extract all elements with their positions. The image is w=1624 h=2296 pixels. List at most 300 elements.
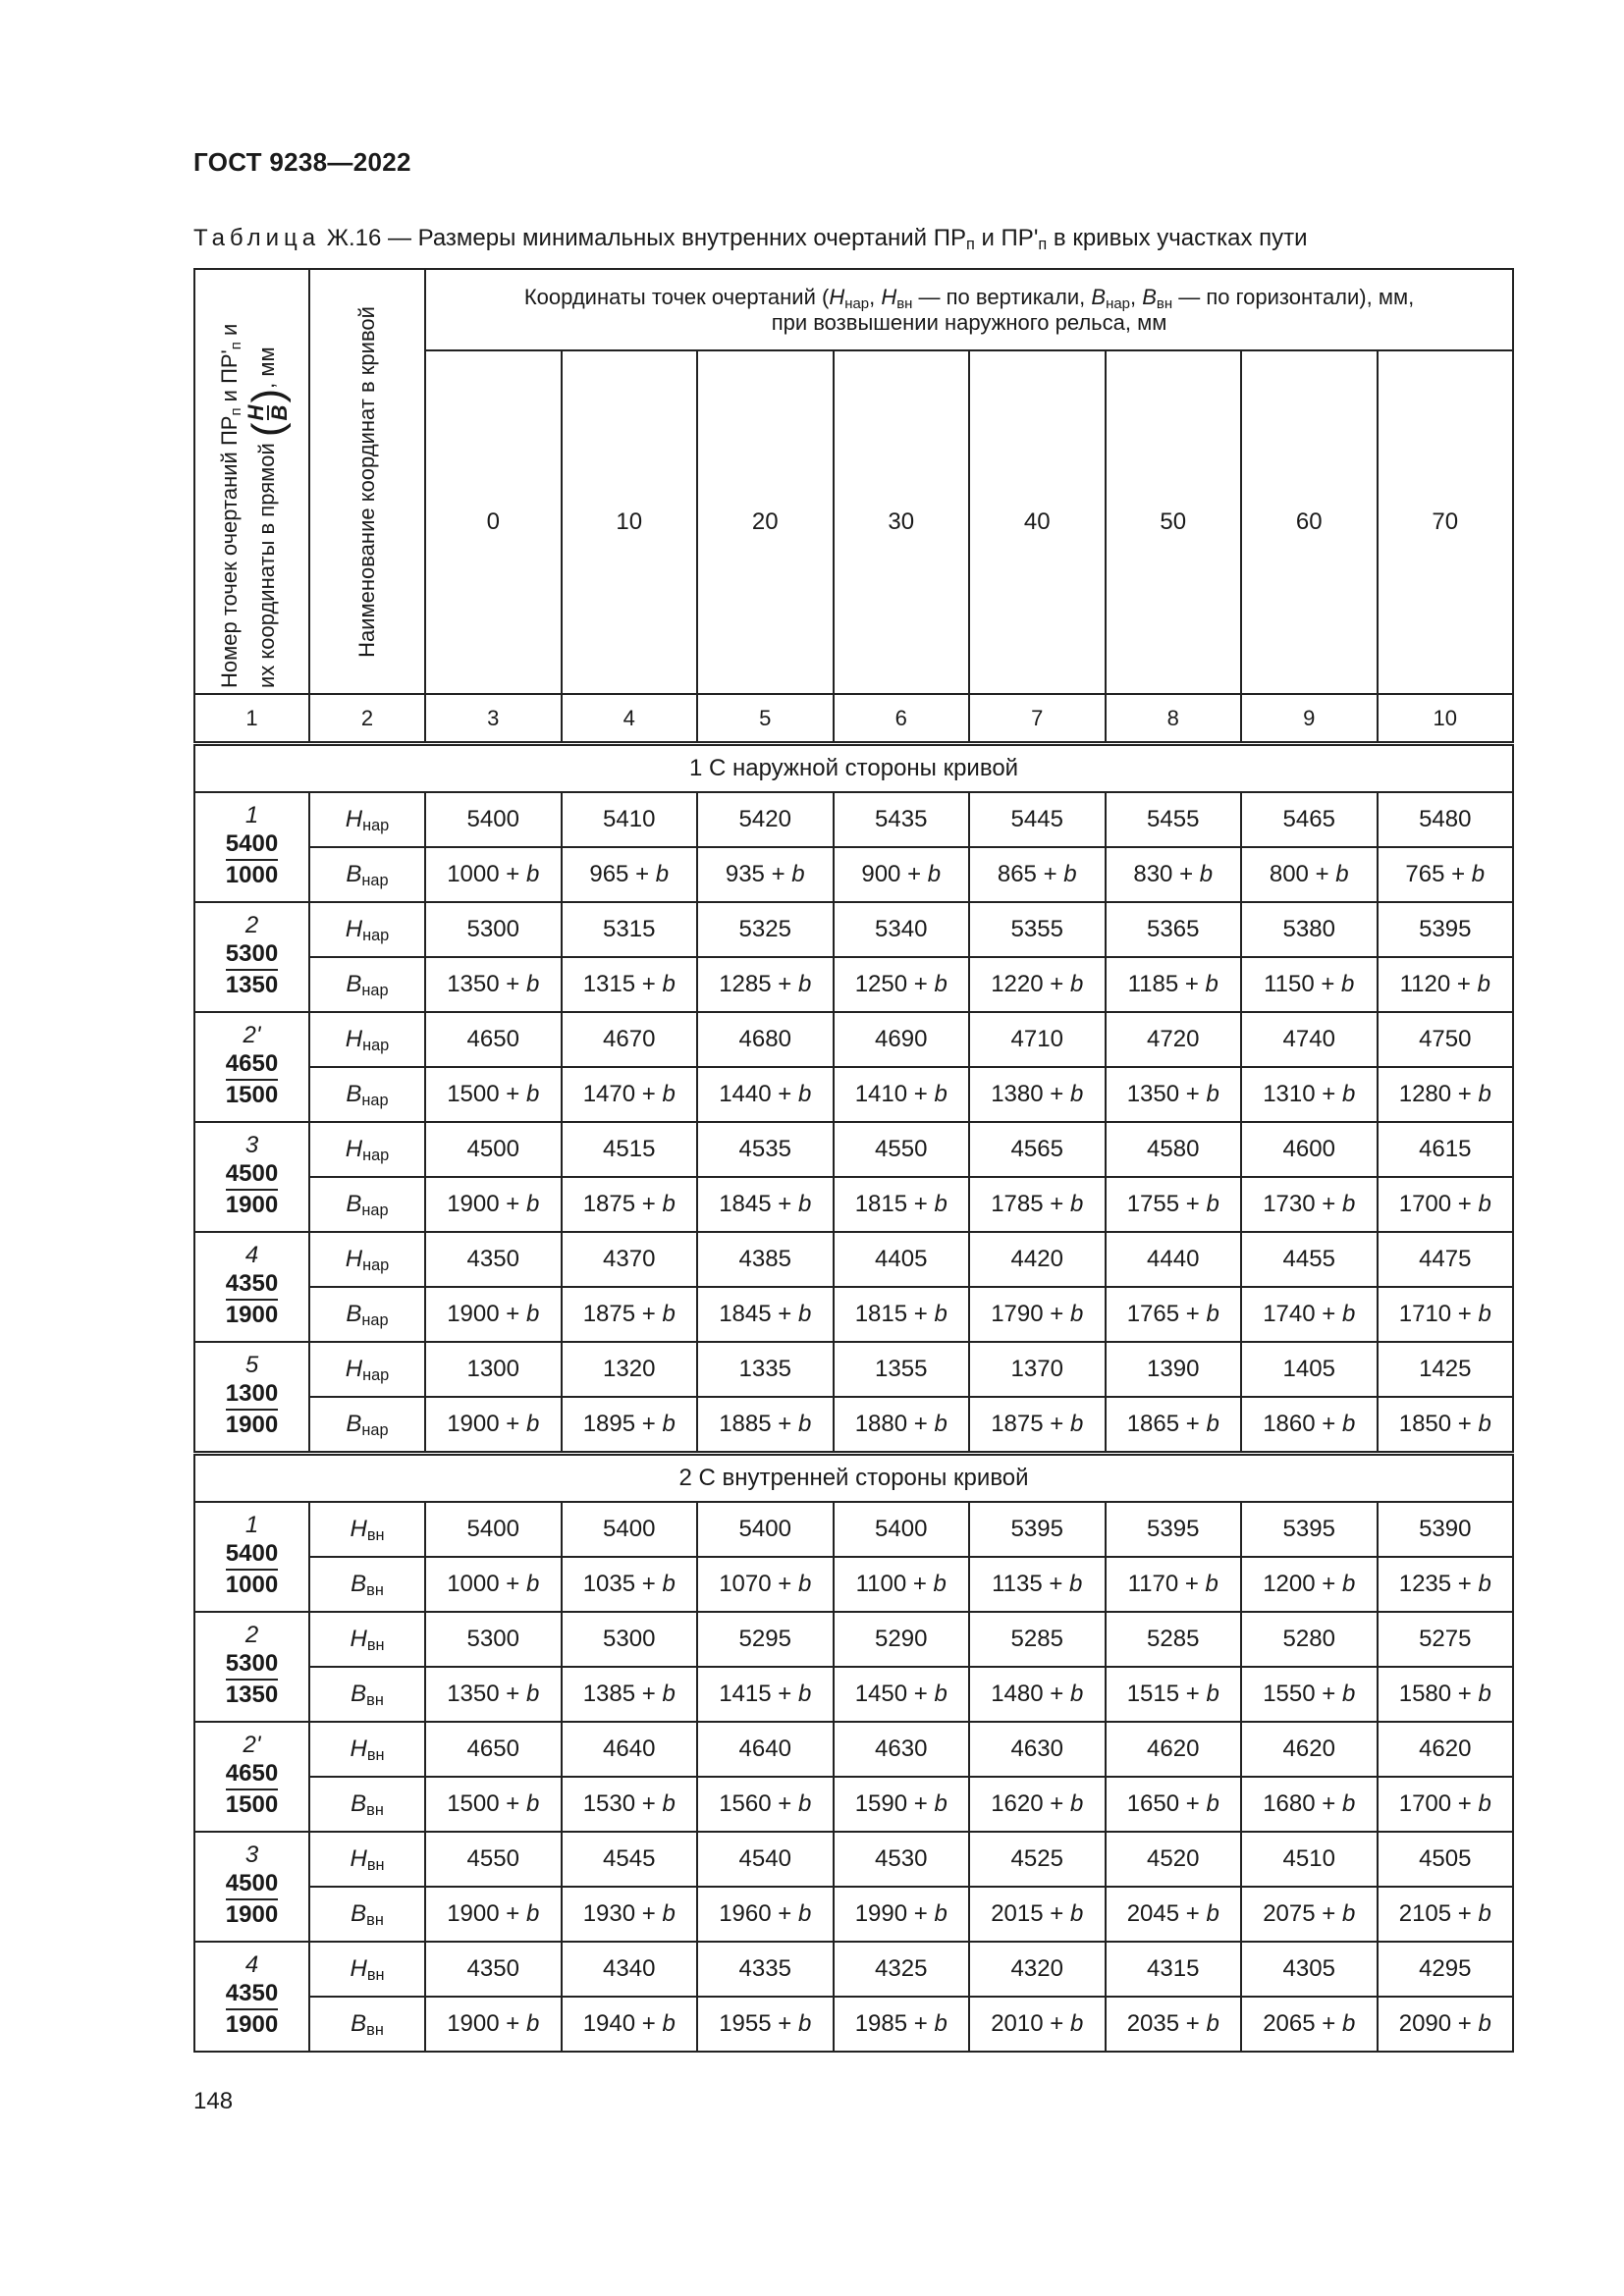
h-value: 5300	[562, 1612, 698, 1667]
b-value: 1315 + b	[562, 957, 698, 1012]
h-value: 4405	[834, 1232, 970, 1287]
elevation-header: 30	[834, 350, 970, 694]
table-row	[194, 1887, 1513, 1942]
page-number: 148	[193, 2088, 234, 2114]
point-h: 4350	[226, 1269, 278, 1301]
h-value: 5395	[1378, 902, 1514, 957]
column-number: 2	[309, 694, 425, 744]
b-value: 830 + b	[1106, 847, 1242, 902]
h-value: 4335	[697, 1942, 834, 1997]
b-value: 1415 + b	[697, 1667, 834, 1722]
table-row	[194, 957, 1513, 1012]
coord-name-h: $H_{нар}$	[309, 792, 425, 847]
b-value: 1740 + b	[1241, 1287, 1378, 1342]
b-value: 2045 + b	[1106, 1887, 1242, 1942]
table-row	[194, 1722, 1513, 1777]
point-cell	[194, 1722, 309, 1832]
point-h: 1300	[226, 1379, 278, 1411]
b-value: 1730 + b	[1241, 1177, 1378, 1232]
b-value: 1620 + b	[969, 1777, 1106, 1832]
point-number: 4	[244, 1951, 259, 1978]
b-value: 2075 + b	[1241, 1887, 1378, 1942]
table-row	[194, 1177, 1513, 1232]
point-number: 3	[244, 1132, 259, 1158]
h-value: 4740	[1241, 1012, 1378, 1067]
b-value: 1580 + b	[1378, 1667, 1514, 1722]
h-value: 4540	[697, 1832, 834, 1887]
coord-name-h: $H_{нар}$	[309, 1122, 425, 1177]
b-value: 1940 + b	[562, 1997, 698, 2052]
table-row	[194, 1777, 1513, 1832]
b-value: 2035 + b	[1106, 1997, 1242, 2052]
point-h: 5300	[226, 1649, 278, 1681]
table-row	[194, 1557, 1513, 1612]
b-value: 1590 + b	[834, 1777, 970, 1832]
coord-name-h: $H_{вн}$	[309, 1722, 425, 1777]
h-value: 4565	[969, 1122, 1106, 1177]
b-value: 935 + b	[697, 847, 834, 902]
b-value: 1755 + b	[1106, 1177, 1242, 1232]
document-header: ГОСТ 9238—2022	[193, 147, 411, 177]
b-value: 1220 + b	[969, 957, 1106, 1012]
point-h: 5400	[226, 1539, 278, 1571]
b-value: 1900 + b	[425, 1997, 562, 2052]
b-value: 1680 + b	[1241, 1777, 1378, 1832]
b-value: 1875 + b	[562, 1177, 698, 1232]
h-value: 5400	[562, 1502, 698, 1557]
h-value: 4325	[834, 1942, 970, 1997]
section-row	[194, 1454, 1513, 1503]
h-value: 4305	[1241, 1942, 1378, 1997]
h-value: 5315	[562, 902, 698, 957]
b-value: 1250 + b	[834, 957, 970, 1012]
point-cell	[194, 1342, 309, 1454]
h-value: 5395	[969, 1502, 1106, 1557]
b-value: 1900 + b	[425, 1177, 562, 1232]
elevation-header: 10	[562, 350, 698, 694]
point-number: 3	[244, 1842, 259, 1868]
b-value: 865 + b	[969, 847, 1106, 902]
b-value: 1900 + b	[425, 1887, 562, 1942]
table-row	[194, 1397, 1513, 1454]
table-row	[194, 1342, 1513, 1397]
h-value: 4750	[1378, 1012, 1514, 1067]
column-number: 8	[1106, 694, 1242, 744]
caption-sub: п	[1038, 236, 1048, 253]
section-title: 2 С внутренней стороны кривой	[194, 1454, 1513, 1503]
h-value: 4640	[562, 1722, 698, 1777]
h-value: 4475	[1378, 1232, 1514, 1287]
point-b: 1900	[225, 1901, 279, 1928]
h-value: 4350	[425, 1942, 562, 1997]
b-value: 1845 + b	[697, 1287, 834, 1342]
coord-name-b: $B_{вн}$	[309, 1557, 425, 1612]
coord-name-h: $H_{нар}$	[309, 1232, 425, 1287]
b-value: 1560 + b	[697, 1777, 834, 1832]
b-value: 1900 + b	[425, 1287, 562, 1342]
h-value: 4545	[562, 1832, 698, 1887]
h-value: 4420	[969, 1232, 1106, 1287]
coord-name-h: $H_{нар}$	[309, 1342, 425, 1397]
point-fraction	[226, 1159, 278, 1220]
b-value: 765 + b	[1378, 847, 1514, 902]
h-value: 4615	[1378, 1122, 1514, 1177]
b-value: 1960 + b	[697, 1887, 834, 1942]
point-fraction	[226, 1269, 278, 1330]
h-value: 4680	[697, 1012, 834, 1067]
b-value: 1450 + b	[834, 1667, 970, 1722]
coord-name-b: $B_{вн}$	[309, 1887, 425, 1942]
section-row	[194, 744, 1513, 793]
caption-sub: п	[965, 236, 975, 253]
point-b: 1350	[225, 972, 279, 998]
caption-text-end: в кривых участках пути	[1047, 225, 1308, 251]
h-value: 1425	[1378, 1342, 1514, 1397]
table-row	[194, 1287, 1513, 1342]
h-value: 1390	[1106, 1342, 1242, 1397]
coord-name-b: $B_{нар}$	[309, 1177, 425, 1232]
h-value: 4350	[425, 1232, 562, 1287]
h-value: 1405	[1241, 1342, 1378, 1397]
b-value: 1310 + b	[1241, 1067, 1378, 1122]
h-value: 5395	[1106, 1502, 1242, 1557]
b-value: 1100 + b	[834, 1557, 970, 1612]
coord-name-h: $H_{нар}$	[309, 1012, 425, 1067]
column-number: 6	[834, 694, 970, 744]
h-value: 4690	[834, 1012, 970, 1067]
h-value: 4530	[834, 1832, 970, 1887]
coord-name-b: $B_{нар}$	[309, 957, 425, 1012]
h-value: 5300	[425, 1612, 562, 1667]
b-value: 1845 + b	[697, 1177, 834, 1232]
b-value: 1285 + b	[697, 957, 834, 1012]
table-row	[194, 847, 1513, 902]
h-value: 4455	[1241, 1232, 1378, 1287]
point-number: 2'	[243, 1022, 261, 1048]
dimensions-table	[193, 268, 1514, 2053]
b-value: 1135 + b	[969, 1557, 1106, 1612]
elevation-header: 60	[1241, 350, 1378, 694]
h-value: 1355	[834, 1342, 970, 1397]
point-fraction	[226, 1759, 278, 1820]
b-value: 1530 + b	[562, 1777, 698, 1832]
h-value: 5300	[425, 902, 562, 957]
point-h: 4500	[226, 1869, 278, 1900]
b-value: 1875 + b	[562, 1287, 698, 1342]
h-value: 5290	[834, 1612, 970, 1667]
point-number: 1	[244, 802, 259, 828]
elevation-header: 20	[697, 350, 834, 694]
h-value: 4340	[562, 1942, 698, 1997]
h-value: 4315	[1106, 1942, 1242, 1997]
point-b: 1900	[225, 1192, 279, 1218]
b-value: 1185 + b	[1106, 957, 1242, 1012]
table-row	[194, 1997, 1513, 2052]
b-value: 1280 + b	[1378, 1067, 1514, 1122]
point-b: 1500	[225, 1791, 279, 1818]
point-fraction	[226, 1379, 278, 1440]
point-cell	[194, 1612, 309, 1722]
point-h: 4650	[226, 1049, 278, 1081]
b-value: 1815 + b	[834, 1287, 970, 1342]
table-row	[194, 1832, 1513, 1887]
coord-name-h: $H_{вн}$	[309, 1612, 425, 1667]
h-value: 4295	[1378, 1942, 1514, 1997]
h-value: 5435	[834, 792, 970, 847]
b-value: 1150 + b	[1241, 957, 1378, 1012]
column-number: 9	[1241, 694, 1378, 744]
h-value: 5445	[969, 792, 1106, 847]
caption-text-mid: и ПР'	[974, 225, 1039, 251]
h-value: 5420	[697, 792, 834, 847]
h-value: 4620	[1106, 1722, 1242, 1777]
point-b: 1900	[225, 1302, 279, 1328]
point-number: 4	[244, 1242, 259, 1268]
h-value: 4630	[834, 1722, 970, 1777]
elevation-header: 70	[1378, 350, 1514, 694]
coord-name-h: $H_{вн}$	[309, 1832, 425, 1887]
point-number: 2	[244, 1622, 259, 1648]
b-value: 1350 + b	[425, 1667, 562, 1722]
h-value: 5390	[1378, 1502, 1514, 1557]
coord-name-h: $H_{вн}$	[309, 1942, 425, 1997]
b-value: 1440 + b	[697, 1067, 834, 1122]
b-value: 1990 + b	[834, 1887, 970, 1942]
b-value: 1480 + b	[969, 1667, 1106, 1722]
point-h: 5300	[226, 939, 278, 971]
h-value: 4510	[1241, 1832, 1378, 1887]
column-number: 4	[562, 694, 698, 744]
coord-name-b: $B_{нар}$	[309, 1287, 425, 1342]
h-value: 5400	[834, 1502, 970, 1557]
h-value: 4600	[1241, 1122, 1378, 1177]
h-value: 4440	[1106, 1232, 1242, 1287]
point-b: 1900	[225, 2011, 279, 2038]
b-value: 1700 + b	[1378, 1777, 1514, 1832]
point-cell	[194, 1232, 309, 1342]
b-value: 1785 + b	[969, 1177, 1106, 1232]
h-value: 4525	[969, 1832, 1106, 1887]
h-value: 4620	[1241, 1722, 1378, 1777]
table-row	[194, 792, 1513, 847]
column-number: 3	[425, 694, 562, 744]
b-value: 1790 + b	[969, 1287, 1106, 1342]
header-coordinates-group: Координаты точек очертаний ($H_{нар}$, $H_{вн}$ — по вертикали, $B_{нар}$, $B_{вн}$ — по горизонтали), мм, при возвышении наружного рельса, мм	[425, 269, 1513, 350]
h-value: 4650	[425, 1722, 562, 1777]
point-cell	[194, 1942, 309, 2052]
point-cell	[194, 1832, 309, 1942]
section-title: 1 С наружной стороны кривой	[194, 744, 1513, 793]
b-value: 1380 + b	[969, 1067, 1106, 1122]
point-cell	[194, 1502, 309, 1612]
elevation-header: 50	[1106, 350, 1242, 694]
b-value: 800 + b	[1241, 847, 1378, 902]
table-row	[194, 902, 1513, 957]
h-over-b-fraction: H B	[243, 404, 292, 420]
point-b: 1000	[225, 862, 279, 888]
point-b: 1900	[225, 1412, 279, 1438]
point-fraction	[226, 1539, 278, 1600]
h-value: 5295	[697, 1612, 834, 1667]
table-row	[194, 1012, 1513, 1067]
h-value: 5400	[697, 1502, 834, 1557]
table-row	[194, 1067, 1513, 1122]
h-value: 5400	[425, 792, 562, 847]
b-value: 1350 + b	[425, 957, 562, 1012]
h-value: 4505	[1378, 1832, 1514, 1887]
column-number: 5	[697, 694, 834, 744]
b-value: 1985 + b	[834, 1997, 970, 2052]
header-point-line2: их координаты в прямой ( H B ), мм	[243, 346, 292, 688]
b-value: 900 + b	[834, 847, 970, 902]
h-value: 4550	[425, 1832, 562, 1887]
point-cell	[194, 1122, 309, 1232]
b-value: 1850 + b	[1378, 1397, 1514, 1454]
b-value: 2015 + b	[969, 1887, 1106, 1942]
point-number: 5	[244, 1352, 259, 1378]
h-value: 4515	[562, 1122, 698, 1177]
b-value: 1900 + b	[425, 1397, 562, 1454]
h-value: 5285	[969, 1612, 1106, 1667]
h-value: 1370	[969, 1342, 1106, 1397]
coord-name-b: $B_{вн}$	[309, 1667, 425, 1722]
elevation-header: 0	[425, 350, 562, 694]
h-value: 4385	[697, 1232, 834, 1287]
h-value: 5395	[1241, 1502, 1378, 1557]
b-value: 1470 + b	[562, 1067, 698, 1122]
h-value: 4650	[425, 1012, 562, 1067]
h-value: 4580	[1106, 1122, 1242, 1177]
b-value: 1035 + b	[562, 1557, 698, 1612]
coord-name-b: $B_{нар}$	[309, 1397, 425, 1454]
b-value: 1500 + b	[425, 1067, 562, 1122]
h-value: 5480	[1378, 792, 1514, 847]
coord-name-h: $H_{нар}$	[309, 902, 425, 957]
coord-name-b: $B_{вн}$	[309, 1777, 425, 1832]
point-b: 1350	[225, 1682, 279, 1708]
h-value: 4370	[562, 1232, 698, 1287]
h-value: 4710	[969, 1012, 1106, 1067]
caption-label: Таблица	[193, 225, 321, 251]
b-value: 1875 + b	[969, 1397, 1106, 1454]
table-row	[194, 1502, 1513, 1557]
b-value: 1930 + b	[562, 1887, 698, 1942]
b-value: 2065 + b	[1241, 1997, 1378, 2052]
point-cell	[194, 792, 309, 902]
h-value: 5365	[1106, 902, 1242, 957]
h-value: 5280	[1241, 1612, 1378, 1667]
point-cell	[194, 1012, 309, 1122]
coord-name-b: $B_{вн}$	[309, 1997, 425, 2052]
table-caption	[193, 225, 1308, 252]
h-value: 1300	[425, 1342, 562, 1397]
b-value: 2010 + b	[969, 1997, 1106, 2052]
h-value: 4620	[1378, 1722, 1514, 1777]
h-value: 4500	[425, 1122, 562, 1177]
coord-name-b: $B_{нар}$	[309, 847, 425, 902]
b-value: 1200 + b	[1241, 1557, 1378, 1612]
h-value: 5285	[1106, 1612, 1242, 1667]
column-number: 10	[1378, 694, 1514, 744]
table-row	[194, 1612, 1513, 1667]
b-value: 1550 + b	[1241, 1667, 1378, 1722]
point-h: 4350	[226, 1979, 278, 2010]
b-value: 965 + b	[562, 847, 698, 902]
b-value: 1650 + b	[1106, 1777, 1242, 1832]
header-coordinate-name: Наименование координат в кривой	[309, 269, 425, 694]
point-fraction	[226, 829, 278, 890]
table-row	[194, 1942, 1513, 1997]
h-value: 4640	[697, 1722, 834, 1777]
b-value: 1000 + b	[425, 847, 562, 902]
point-h: 5400	[226, 829, 278, 861]
b-value: 1955 + b	[697, 1997, 834, 2052]
b-value: 2105 + b	[1378, 1887, 1514, 1942]
caption-text: Ж.16 — Размеры минимальных внутренних очертаний ПР	[326, 225, 966, 251]
b-value: 1860 + b	[1241, 1397, 1378, 1454]
b-value: 1350 + b	[1106, 1067, 1242, 1122]
h-value: 5275	[1378, 1612, 1514, 1667]
b-value: 1385 + b	[562, 1667, 698, 1722]
b-value: 1170 + b	[1106, 1557, 1242, 1612]
b-value: 1120 + b	[1378, 957, 1514, 1012]
column-number: 1	[194, 694, 309, 744]
header-point-number	[194, 269, 309, 694]
point-number: 1	[244, 1512, 259, 1538]
b-value: 2090 + b	[1378, 1997, 1514, 2052]
h-value: 1320	[562, 1342, 698, 1397]
header-point-line1: Номер точек очертаний $ПР_п$ и $ПР'_п$ и	[216, 323, 244, 688]
h-value: 4670	[562, 1012, 698, 1067]
point-number: 2'	[243, 1732, 261, 1758]
b-value: 1765 + b	[1106, 1287, 1242, 1342]
h-value: 5355	[969, 902, 1106, 957]
point-h: 4500	[226, 1159, 278, 1191]
b-value: 1700 + b	[1378, 1177, 1514, 1232]
column-number: 7	[969, 694, 1106, 744]
point-b: 1500	[225, 1082, 279, 1108]
b-value: 1235 + b	[1378, 1557, 1514, 1612]
h-value: 5340	[834, 902, 970, 957]
h-value: 4550	[834, 1122, 970, 1177]
b-value: 1710 + b	[1378, 1287, 1514, 1342]
point-fraction	[226, 1049, 278, 1110]
b-value: 1500 + b	[425, 1777, 562, 1832]
h-value: 4520	[1106, 1832, 1242, 1887]
point-fraction	[226, 939, 278, 1000]
h-value: 4320	[969, 1942, 1106, 1997]
b-value: 1515 + b	[1106, 1667, 1242, 1722]
h-value: 4720	[1106, 1012, 1242, 1067]
h-value: 4535	[697, 1122, 834, 1177]
point-b: 1000	[225, 1572, 279, 1598]
h-value: 5465	[1241, 792, 1378, 847]
coord-name-h: $H_{вн}$	[309, 1502, 425, 1557]
point-fraction	[226, 1869, 278, 1930]
h-value: 5325	[697, 902, 834, 957]
b-value: 1885 + b	[697, 1397, 834, 1454]
elevation-header: 40	[969, 350, 1106, 694]
h-value: 5400	[425, 1502, 562, 1557]
b-value: 1000 + b	[425, 1557, 562, 1612]
b-value: 1070 + b	[697, 1557, 834, 1612]
point-fraction	[226, 1979, 278, 2040]
point-number: 2	[244, 912, 259, 938]
h-value: 4630	[969, 1722, 1106, 1777]
coord-name-b: $B_{нар}$	[309, 1067, 425, 1122]
b-value: 1895 + b	[562, 1397, 698, 1454]
b-value: 1880 + b	[834, 1397, 970, 1454]
